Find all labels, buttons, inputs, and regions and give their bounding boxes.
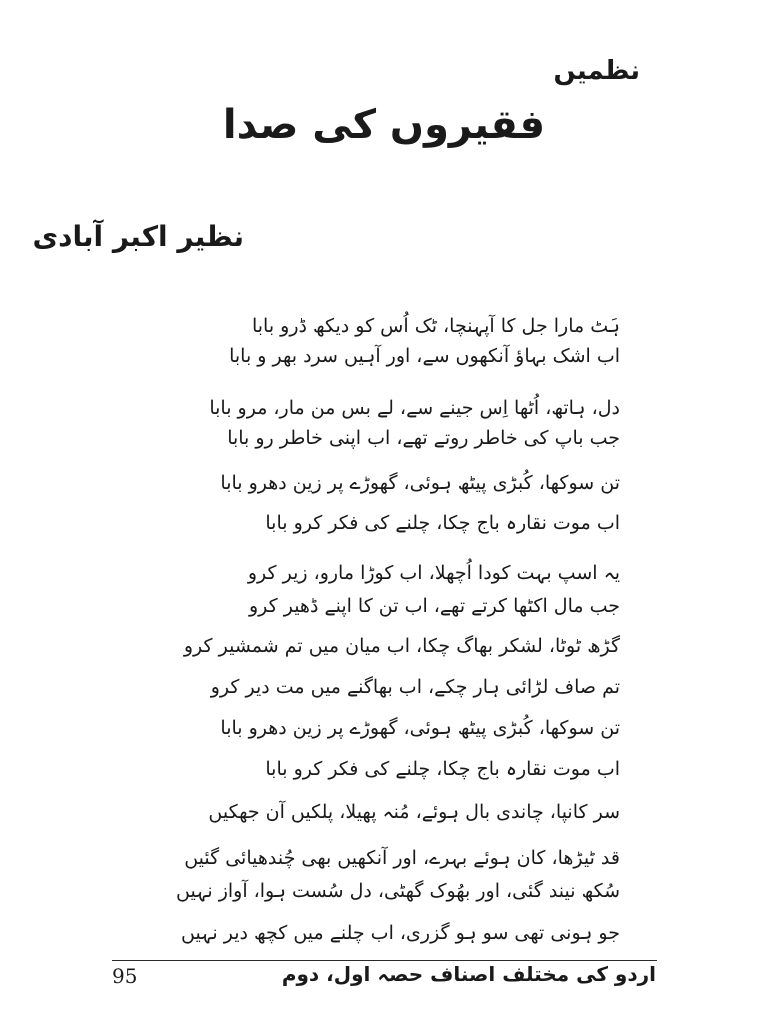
page-number: 95 [112, 964, 138, 988]
verse-refrain-line: تن سوکھا، کُبڑی پیٹھ ہوئی، گھوڑے پر زین دھرو بابا [220, 472, 620, 494]
poet-name: نظیر اکبر آبادی [32, 220, 244, 253]
verse-refrain-line: اب موت نقارہ باج چکا، چلنے کی فکر کرو بابا [265, 758, 620, 780]
footer-divider [112, 960, 657, 961]
verse-line: ہَٹ مارا جل کا آپہنچا، ٹک اُس کو دیکھ ڈرو بابا [251, 315, 620, 337]
verse-line: گڑھ ٹوٹا، لشکر بھاگ چکا، اب میان میں تم شمشیر کرو [183, 635, 620, 657]
verse-line: جو ہونی تھی سو ہو گزری، اب چلنے میں کچھ دیر نہیں [181, 922, 620, 944]
verse-line: دل، ہاتھ، اُٹھا اِس جینے سے، لے بس من مار، مرو بابا [209, 397, 620, 419]
running-book-title: اردو کی مختلف اصناف حصہ اول، دوم [281, 962, 656, 986]
verse-line: اب اشک بہاؤ آنکھوں سے، اور آہیں سرد بھر و بابا [229, 345, 620, 367]
verse-refrain-line: اب موت نقارہ باج چکا، چلنے کی فکر کرو بابا [265, 512, 620, 534]
poem-title: فقیروں کی صدا [222, 102, 546, 148]
section-label: نظمیں [553, 56, 640, 86]
verse-line: سُکھ نیند گئی، اور بھُوک گھٹی، دل سُست ہوا، آواز نہیں [176, 880, 620, 902]
verse-refrain-line: تن سوکھا، کُبڑی پیٹھ ہوئی، گھوڑے پر زین دھرو بابا [220, 717, 620, 739]
verse-line: قد ٹیڑھا، کان ہوئے بہرے، اور آنکھیں بھی چُندھیائی گئیں [184, 847, 620, 869]
verse-line: جب مال اکٹھا کرتے تھے، اب تن کا اپنے ڈھیر کرو [248, 595, 620, 617]
verse-line: جب باپ کی خاطر روتے تھے، اب اپنی خاطر رو بابا [227, 427, 620, 449]
verse-line: سر کانپا، چاندی بال ہوئے، مُنہ پھیلا، پلکیں آن جھکیں [208, 801, 620, 823]
verse-line: یہ اسپ بہت کودا اُچھلا، اب کوڑا مارو، زیر کرو [247, 562, 620, 584]
verse-line: تم صاف لڑائی ہار چکے، اب بھاگنے میں مت دیر کرو [210, 676, 620, 698]
